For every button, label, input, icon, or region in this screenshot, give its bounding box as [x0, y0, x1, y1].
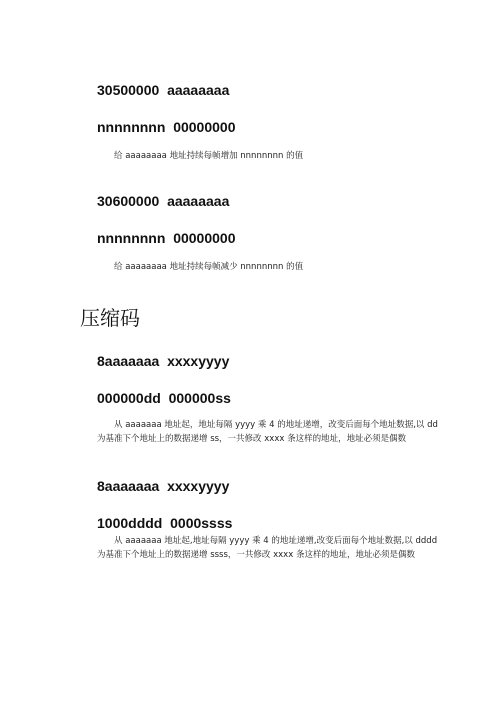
decrement-description: 给 aaaaaaaa 地址持续每帧减少 nnnnnnnn 的值 — [114, 262, 304, 272]
code-line-decrement-address: 30600000 aaaaaaaa — [97, 193, 230, 209]
compression-description-1-line-1: 从 aaaaaaa 地址起，地址每隔 yyyy 乘 4 的地址递增，改变后面每个地址数据,以 dd — [114, 420, 438, 430]
code-line-decrement-value: nnnnnnnn 00000000 — [97, 230, 236, 246]
compression-description-1-line-2: 为基准下个地址上的数据递增 ss，一共修改 xxxx 条这样的地址，地址必须是偶数 — [97, 434, 407, 444]
code-line-increment-address: 30500000 aaaaaaaa — [97, 82, 230, 98]
compression-description-2-line-1: 从 aaaaaaa 地址起,地址每隔 yyyy 乘 4 的地址递增,改变后面每个地址数据,以 dddd — [114, 536, 438, 546]
compression-code-heading: 压缩码 — [80, 306, 140, 330]
code-line-compression-value-1: 000000dd 000000ss — [97, 390, 231, 406]
compression-description-2-line-2: 为基准下个地址上的数据递增 ssss，一共修改 xxxx 条这样的地址，地址必须是偶数 — [97, 550, 415, 560]
code-line-compression-address-2: 8aaaaaaa xxxxyyyy — [97, 478, 230, 494]
code-line-compression-address-1: 8aaaaaaa xxxxyyyy — [97, 353, 230, 369]
code-line-compression-value-2: 1000dddd 0000ssss — [97, 515, 233, 531]
increment-description: 给 aaaaaaaa 地址持续每帧增加 nnnnnnnn 的值 — [114, 151, 304, 161]
code-line-increment-value: nnnnnnnn 00000000 — [97, 119, 236, 135]
